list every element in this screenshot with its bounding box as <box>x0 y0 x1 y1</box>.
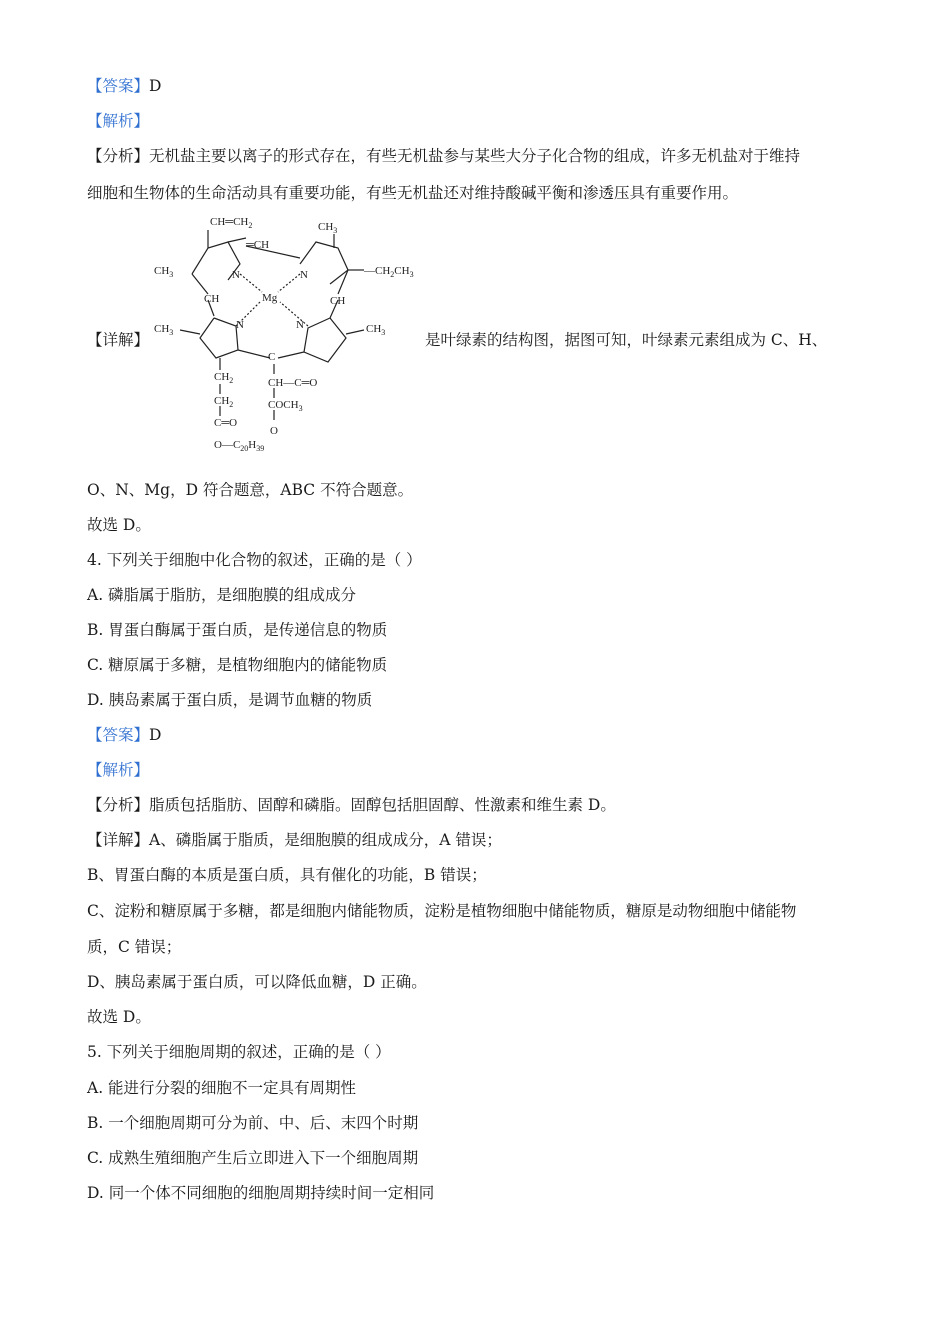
label-ch-left: CH <box>204 293 220 305</box>
q4-fenxi: 【分析】脂质包括脂肪、固醇和磷脂。固醇包括胆固醇、性激素和维生素 D。 <box>87 796 616 814</box>
fenxi-text: 无机盐主要以离子的形式存在，有些无机盐参与某些大分子化合物的组成，许多无机盐对于维持 <box>149 147 801 165</box>
label-n-2: N <box>300 269 308 281</box>
answer-value: D <box>149 77 162 95</box>
label-mg: Mg <box>262 292 278 304</box>
label-ch3-br: $CH_3$ <box>366 323 386 337</box>
q4-xiangjie-5: D、胰岛素属于蛋白质，可以降低血糖，D 正确。 <box>87 973 427 991</box>
label-o-bottom: O <box>270 425 278 437</box>
label-ch2-2: $CH_2$ <box>214 395 234 409</box>
q3-guxuan: 故选 D。 <box>87 516 151 534</box>
answer-tag: 【答案】 <box>87 726 150 744</box>
q4-xiangjie-2: B、胃蛋白酶的本质是蛋白质，具有催化的功能，B 错误； <box>87 866 487 884</box>
label-n-3: N <box>236 319 244 331</box>
q4-stem: 4. 下列关于细胞中化合物的叙述，正确的是（ ） <box>87 551 422 569</box>
q3-xiangjie-line-2: O、N、Mg，D 符合题意，ABC 不符合题意。 <box>87 481 414 499</box>
label-ch3-top: $CH_3$ <box>318 221 338 235</box>
q4-xiangjie-4: 质，C 错误； <box>87 938 182 956</box>
q3-xiangjie-text: 是叶绿素的结构图，据图可知，叶绿素元素组成为 C、H、 <box>425 331 828 349</box>
label-c-bridge: C <box>268 351 276 363</box>
chlorophyll-structure-diagram <box>150 208 420 458</box>
label-ch-top: ═CH <box>246 239 270 251</box>
fenxi-tag: 【分析】 <box>87 147 150 165</box>
q5-option-b: B. 一个细胞周期可分为前、中、后、末四个时期 <box>87 1114 419 1132</box>
label-ch3-left: $CH_3$ <box>154 265 174 279</box>
q4-xiangjie-3: C、淀粉和糖原属于多糖，都是细胞内储能物质，淀粉是植物细胞中储能物质，糖原是动物细胞中储能物 <box>87 902 797 920</box>
q4-option-d: D. 胰岛素属于蛋白质，是调节血糖的物质 <box>87 691 373 709</box>
label-ethyl: $—CH_2CH_3$ <box>364 265 414 279</box>
label-coch3: $COCH_3$ <box>268 399 303 413</box>
q4-answer-line <box>87 725 161 745</box>
label-n-1: N <box>232 269 240 281</box>
label-c-o: C═O <box>214 417 238 429</box>
label-ch3-bl: $CH_3$ <box>154 323 174 337</box>
q5-option-a: A. 能进行分裂的细胞不一定具有周期性 <box>87 1079 357 1097</box>
label-o-c20h39: $O—C_{20}H_{39}$ <box>214 439 265 453</box>
answer-value: D <box>149 726 162 744</box>
q3-fenxi-line-1 <box>87 146 800 166</box>
chlorophyll-structure-svg <box>150 208 420 458</box>
answer-tag: 【答案】 <box>87 77 150 95</box>
label-ch-right: CH <box>330 295 346 307</box>
q4-xiangjie-1: 【详解】A、磷脂属于脂质，是细胞膜的组成成分，A 错误； <box>87 831 502 849</box>
q3-jiexi-tag: 【解析】 <box>87 112 150 130</box>
label-ch2-1: $CH_2$ <box>214 371 234 385</box>
q3-fenxi-line-2: 细胞和生物体的生命活动具有重要功能，有些无机盐还对维持酸碱平衡和渗透压具有重要作用。 <box>87 184 739 202</box>
q4-jiexi-tag: 【解析】 <box>87 761 150 779</box>
label-n-4: N <box>296 319 304 331</box>
q5-option-c: C. 成熟生殖细胞产生后立即进入下一个细胞周期 <box>87 1149 419 1167</box>
label-ch-co: CH—C═O <box>268 377 318 389</box>
q5-stem: 5. 下列关于细胞周期的叙述，正确的是（ ） <box>87 1043 391 1061</box>
q4-guxuan: 故选 D。 <box>87 1008 151 1026</box>
q4-option-a: A. 磷脂属于脂肪，是细胞膜的组成成分 <box>87 586 357 604</box>
label-vinyl: $CH═CH_2$ <box>210 216 253 230</box>
q3-answer-line <box>87 76 161 96</box>
q4-option-b: B. 胃蛋白酶属于蛋白质，是传递信息的物质 <box>87 621 388 639</box>
q3-xiangjie-tag: 【详解】 <box>87 331 150 349</box>
q5-option-d: D. 同一个体不同细胞的细胞周期持续时间一定相同 <box>87 1184 435 1202</box>
q4-option-c: C. 糖原属于多糖，是植物细胞内的储能物质 <box>87 656 388 674</box>
